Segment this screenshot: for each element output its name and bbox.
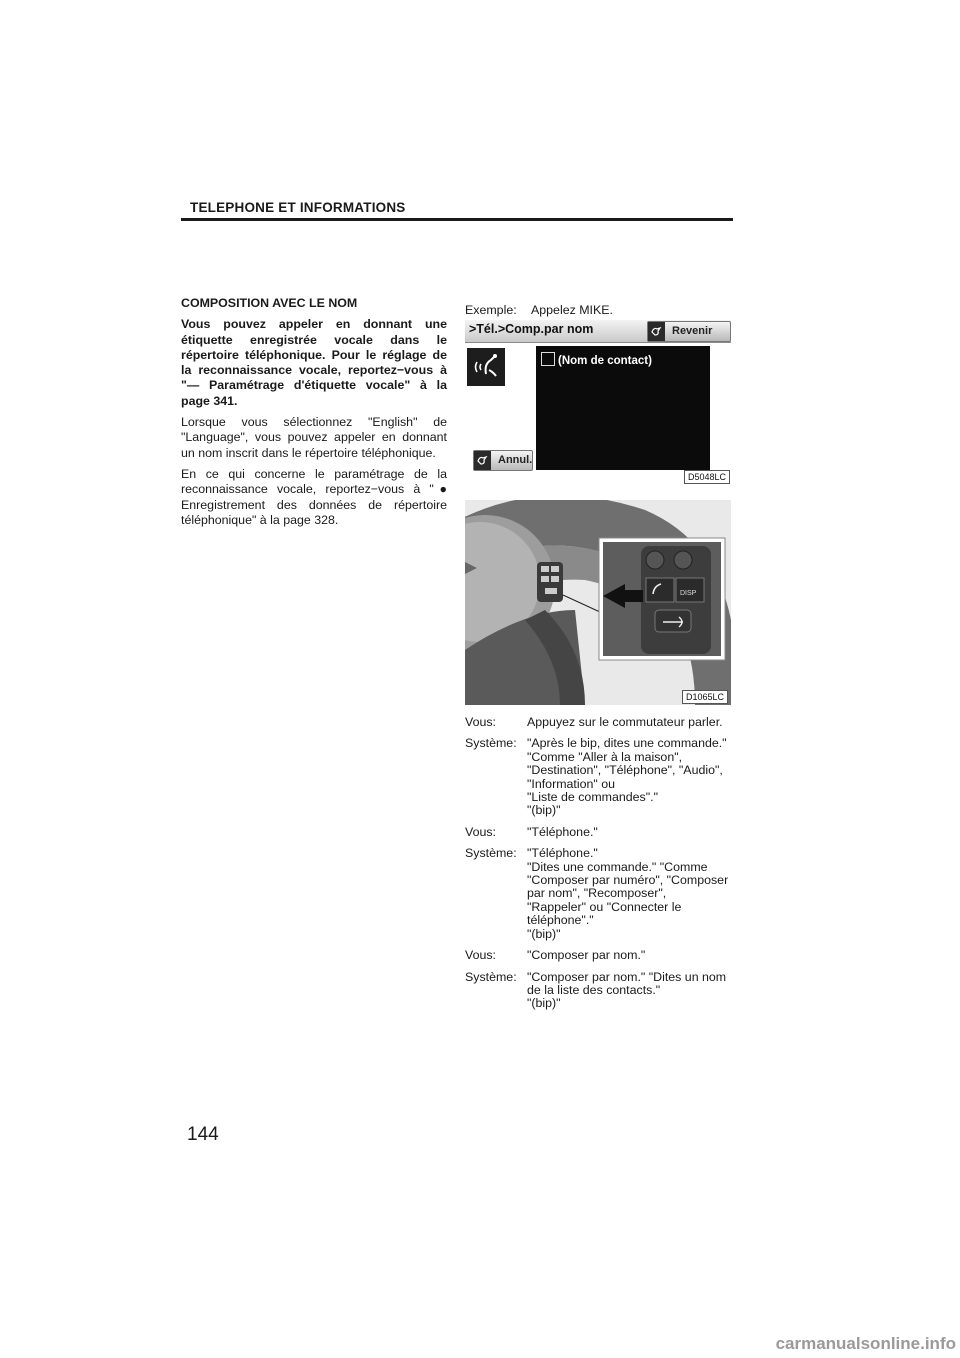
revenir-button[interactable]	[647, 321, 731, 342]
page-number: 144	[187, 1124, 219, 1145]
dialog-line: "Dites une commande." "Comme	[527, 859, 708, 874]
revenir-label: Revenir	[672, 325, 713, 337]
language-paragraph: Lorsque vous sélectionnez "English" de "Language", vous pouvez appeler en donnant un nom inscrit dans le répertoire téléphonique.	[181, 415, 447, 460]
intro-paragraph: Vous pouvez appeler en donnant une étiquette enregistrée vocale dans le répertoire téléphonique. Pour le réglage de la reconnaissance vocale, reportez−vous à "— Paramétrage d'étiquette vocale" à la page 341.	[181, 317, 447, 408]
example-line	[465, 303, 613, 317]
dialog-line: "Liste de commandes"."	[527, 790, 658, 805]
dialog-text	[527, 826, 733, 839]
annul-label: Annul.	[498, 454, 533, 466]
dialog-speaker: Système:	[465, 736, 517, 751]
dialog-text	[527, 971, 733, 1011]
dialog-line: "Après le bip, dites une commande."	[527, 736, 727, 751]
dialog-line: "Téléphone."	[527, 824, 598, 839]
dialog-line: "Téléphone."	[527, 846, 598, 861]
speech-icon	[474, 451, 491, 470]
navigation-screen-figure	[465, 318, 731, 484]
dialog-line: "Destination", "Téléphone", "Audio",	[527, 763, 723, 778]
photo-figure-code: D1065LC	[682, 690, 728, 704]
speech-icon	[541, 352, 555, 366]
dialog-line: par nom", "Recomposer",	[527, 886, 667, 901]
dialog-line: "Information" ou	[527, 776, 616, 791]
dialog-text	[527, 847, 733, 941]
left-column	[181, 296, 447, 534]
steering-wheel-photo	[465, 500, 731, 705]
dialog-entry	[465, 716, 733, 729]
voice-dialog	[465, 716, 733, 1019]
dialog-line: "Composer par nom."	[527, 948, 646, 963]
dialog-entry	[465, 949, 733, 962]
dialog-speaker: Système:	[465, 969, 517, 984]
example-text: Appelez MIKE.	[531, 303, 613, 317]
contact-list-panel	[536, 346, 710, 470]
dialog-entry	[465, 737, 733, 817]
dialog-line: "Composer par nom." "Dites un nom	[527, 969, 727, 984]
dialog-line: téléphone"."	[527, 913, 594, 928]
voice-command-icon	[467, 348, 505, 386]
figure-code: D5048LC	[684, 470, 730, 484]
section-heading: COMPOSITION AVEC LE NOM	[181, 296, 358, 310]
dialog-line: "(bip)"	[527, 926, 561, 941]
dialog-line: "Comme "Aller à la maison",	[527, 749, 683, 764]
watermark: carmanualsonline.info	[775, 1334, 956, 1353]
screen-breadcrumb: >Tél.>Comp.par nom	[469, 322, 594, 336]
screen-title-bar	[465, 320, 731, 343]
dialog-entry	[465, 971, 733, 1011]
dialog-speaker: Système:	[465, 846, 517, 861]
dialog-line: "(bip)"	[527, 803, 561, 818]
dialog-speaker: Vous:	[465, 715, 497, 729]
speech-icon	[648, 322, 665, 341]
disp-button-label: DISP	[680, 590, 697, 597]
dialog-line: de la liste des contacts."	[527, 982, 661, 997]
dialog-line: "Rappeler" ou "Connecter le	[527, 899, 682, 914]
dialog-text	[527, 737, 733, 817]
dialog-entry	[465, 847, 733, 941]
dialog-text	[527, 949, 733, 962]
settings-paragraph: En ce qui concerne le paramétrage de la reconnaissance vocale, reportez−vous à "● Enregistrement des données de répertoire téléphonique" à la page 328.	[181, 466, 447, 527]
example-label: Exemple:	[465, 303, 517, 317]
dialog-entry	[465, 826, 733, 839]
dialog-speaker: Vous:	[465, 948, 497, 963]
dialog-line: "Composer par numéro", "Composer	[527, 873, 729, 888]
section-header: TELEPHONE ET INFORMATIONS	[190, 200, 406, 215]
annul-button[interactable]	[473, 450, 533, 471]
contact-list-item[interactable]	[541, 352, 652, 367]
dialog-text	[527, 716, 733, 729]
contact-item-label: (Nom de contact)	[558, 355, 652, 367]
dialog-line: Appuyez sur le commutateur parler.	[527, 715, 723, 729]
dialog-line: "(bip)"	[527, 996, 561, 1011]
steering-wheel-illustration	[465, 500, 731, 705]
header-rule	[181, 218, 733, 221]
dialog-speaker: Vous:	[465, 824, 497, 839]
